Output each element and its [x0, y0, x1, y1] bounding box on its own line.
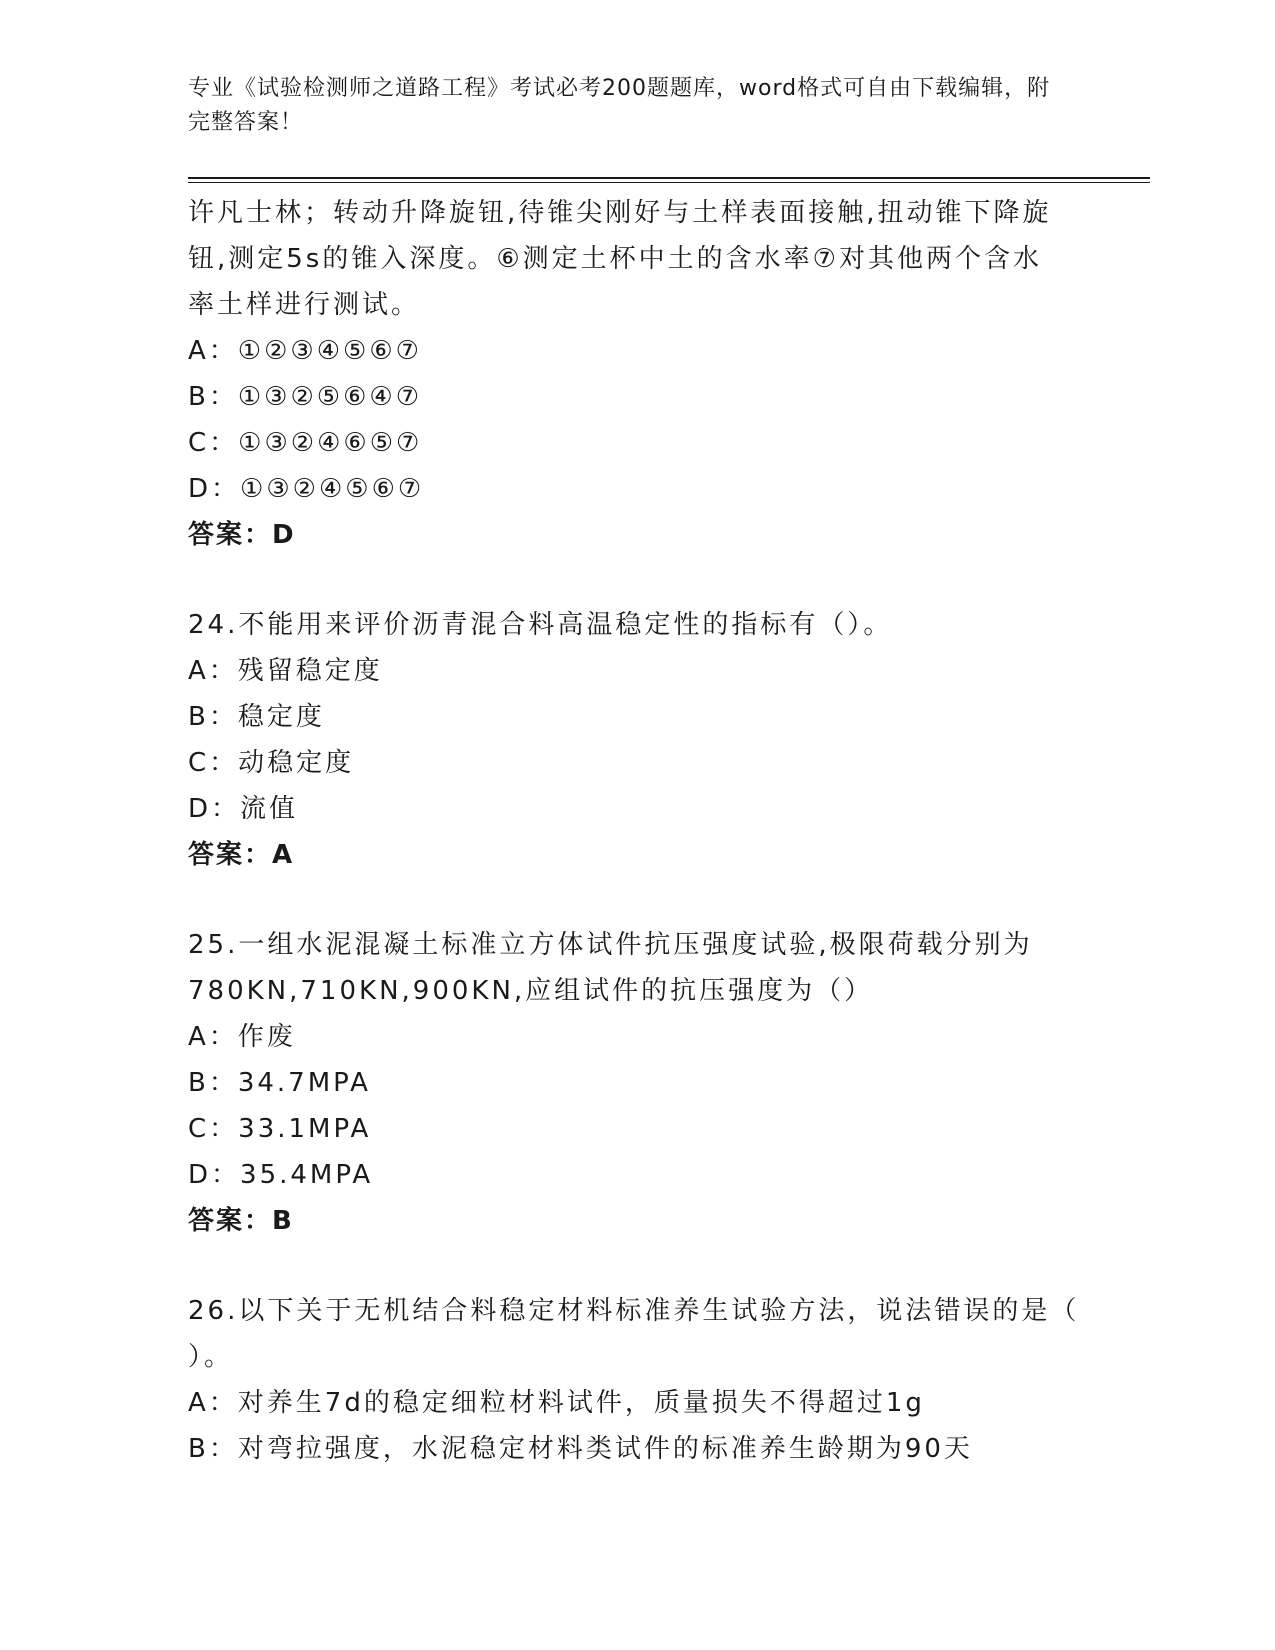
document-header: 专业《试验检测师之道路工程》考试必考200题题库，word格式可自由下载编辑，附完整答案！: [188, 76, 1051, 135]
question-25-stem-line-2: 780KN,710KN,900KN,应组试件的抗压强度为（）: [188, 976, 874, 1006]
question-23-stem-line-1: 许凡士林；转动升降旋钮,待锥尖刚好与土样表面接触,扭动锥下降旋: [188, 198, 1052, 228]
question-23-option-d: D：①③②④⑤⑥⑦: [188, 474, 425, 504]
header-divider-thick: [188, 177, 1150, 179]
question-23-option-b: B：①③②⑤⑥④⑦: [188, 382, 422, 412]
question-23-stem-line-3: 率土样进行测试。: [188, 290, 421, 320]
question-26-stem-line-1: 26.以下关于无机结合料稳定材料标准养生试验方法，说法错误的是（: [188, 1296, 1080, 1326]
question-26-stem-line-2: ）。: [188, 1342, 234, 1372]
question-23-stem-line-2: 钮,测定5s的锥入深度。⑥测定土杯中土的含水率⑦对其他两个含水: [188, 244, 1042, 274]
question-24-option-c: C：动稳定度: [188, 748, 355, 778]
question-25-option-c: C：33.1MPA: [188, 1114, 372, 1144]
spacer: [188, 878, 1068, 922]
question-25-stem-line-1: 25.一组水泥混凝土标准立方体试件抗压强度试验,极限荷载分别为: [188, 930, 1033, 960]
question-25-option-b: B：34.7MPA: [188, 1068, 371, 1098]
question-content: [188, 190, 1080, 1472]
question-24-option-d: D：流值: [188, 794, 299, 824]
question-24-option-a: A：残留稳定度: [188, 656, 383, 686]
header-divider-thin: [188, 182, 1150, 183]
spacer: [188, 558, 1068, 602]
question-24-answer: 答案：A: [188, 840, 295, 870]
question-26-option-a: A：对养生7d的稳定细粒材料试件，质量损失不得超过1g: [188, 1388, 925, 1418]
question-24-option-b: B：稳定度: [188, 702, 325, 732]
spacer: [188, 1244, 1068, 1288]
question-23-option-a: A：①②③④⑤⑥⑦: [188, 336, 422, 366]
question-24-stem-line-1: 24.不能用来评价沥青混合料高温稳定性的指标有（）。: [188, 610, 893, 640]
question-23-option-c: C：①③②④⑥⑤⑦: [188, 428, 423, 458]
question-25-option-a: A：作废: [188, 1022, 296, 1052]
question-26-option-b: B：对弯拉强度，水泥稳定材料类试件的标准养生龄期为90天: [188, 1434, 973, 1464]
question-23-answer: 答案：D: [188, 520, 296, 550]
question-25-option-d: D：35.4MPA: [188, 1160, 374, 1190]
question-25-answer: 答案：B: [188, 1206, 294, 1236]
